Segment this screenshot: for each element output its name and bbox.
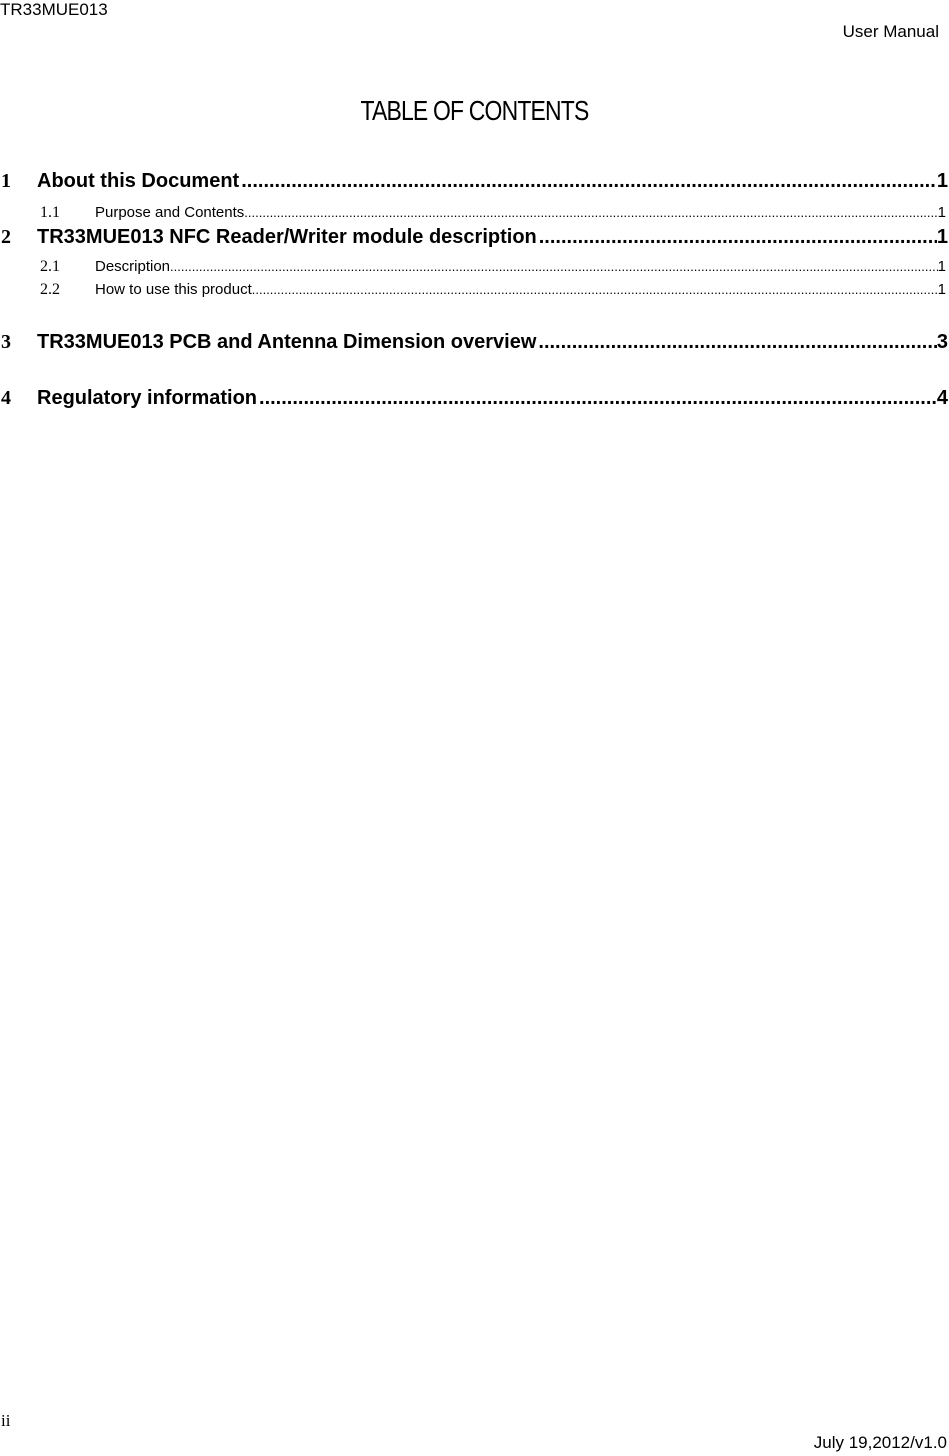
toc-entry-page: 1 — [936, 226, 948, 248]
doc-id: TR33MUE013 — [0, 0, 108, 19]
toc-leader — [538, 330, 936, 354]
toc-entry-label: About this Document — [37, 170, 240, 192]
toc-leader — [244, 204, 937, 222]
doc-type: User Manual — [842, 22, 939, 41]
toc-entry-number: 2.2 — [40, 281, 60, 298]
toc-entry-3[interactable] — [0, 330, 949, 354]
toc-entry-label: Description — [95, 258, 171, 275]
toc-entry-1-1[interactable] — [0, 204, 949, 222]
toc-entry-page: 1 — [937, 204, 946, 221]
toc-entry-number: 2.1 — [40, 258, 60, 275]
toc-entry-4[interactable] — [0, 386, 949, 410]
toc-entry-label: TR33MUE013 PCB and Antenna Dimension overview — [37, 331, 537, 353]
toc-entry-2[interactable] — [0, 225, 949, 249]
toc-leader — [170, 258, 938, 276]
toc-entry-1[interactable] — [0, 169, 949, 193]
toc-leader — [241, 169, 937, 193]
toc-entry-page: 1 — [937, 258, 946, 275]
toc-leader — [259, 386, 937, 410]
toc-leader — [252, 281, 938, 299]
toc-entry-page: 1 — [937, 281, 946, 298]
toc-leader — [539, 225, 937, 249]
toc-entry-page: 1 — [936, 170, 948, 192]
toc-entry-number: 3 — [1, 331, 11, 353]
date-version: July 19,2012/v1.0 — [813, 1433, 947, 1452]
toc-entry-number: 4 — [1, 387, 11, 409]
toc-entry-page: 4 — [936, 387, 948, 409]
toc-entry-number: 1 — [1, 170, 11, 192]
toc-entry-number: 1.1 — [40, 204, 60, 221]
toc-entry-number: 2 — [1, 226, 11, 248]
toc-entry-label: Purpose and Contents — [95, 204, 245, 221]
toc-title: TABLE OF CONTENTS — [360, 95, 589, 126]
toc-entry-label: How to use this product — [95, 281, 252, 298]
toc-entry-label: TR33MUE013 NFC Reader/Writer module description — [37, 226, 537, 248]
toc-entry-page: 3 — [936, 331, 948, 353]
toc-entry-2-2[interactable] — [0, 281, 949, 299]
page-number-roman: ii — [1, 1411, 11, 1430]
toc-entry-label: Regulatory information — [37, 387, 258, 409]
toc-entry-2-1[interactable] — [0, 258, 949, 276]
